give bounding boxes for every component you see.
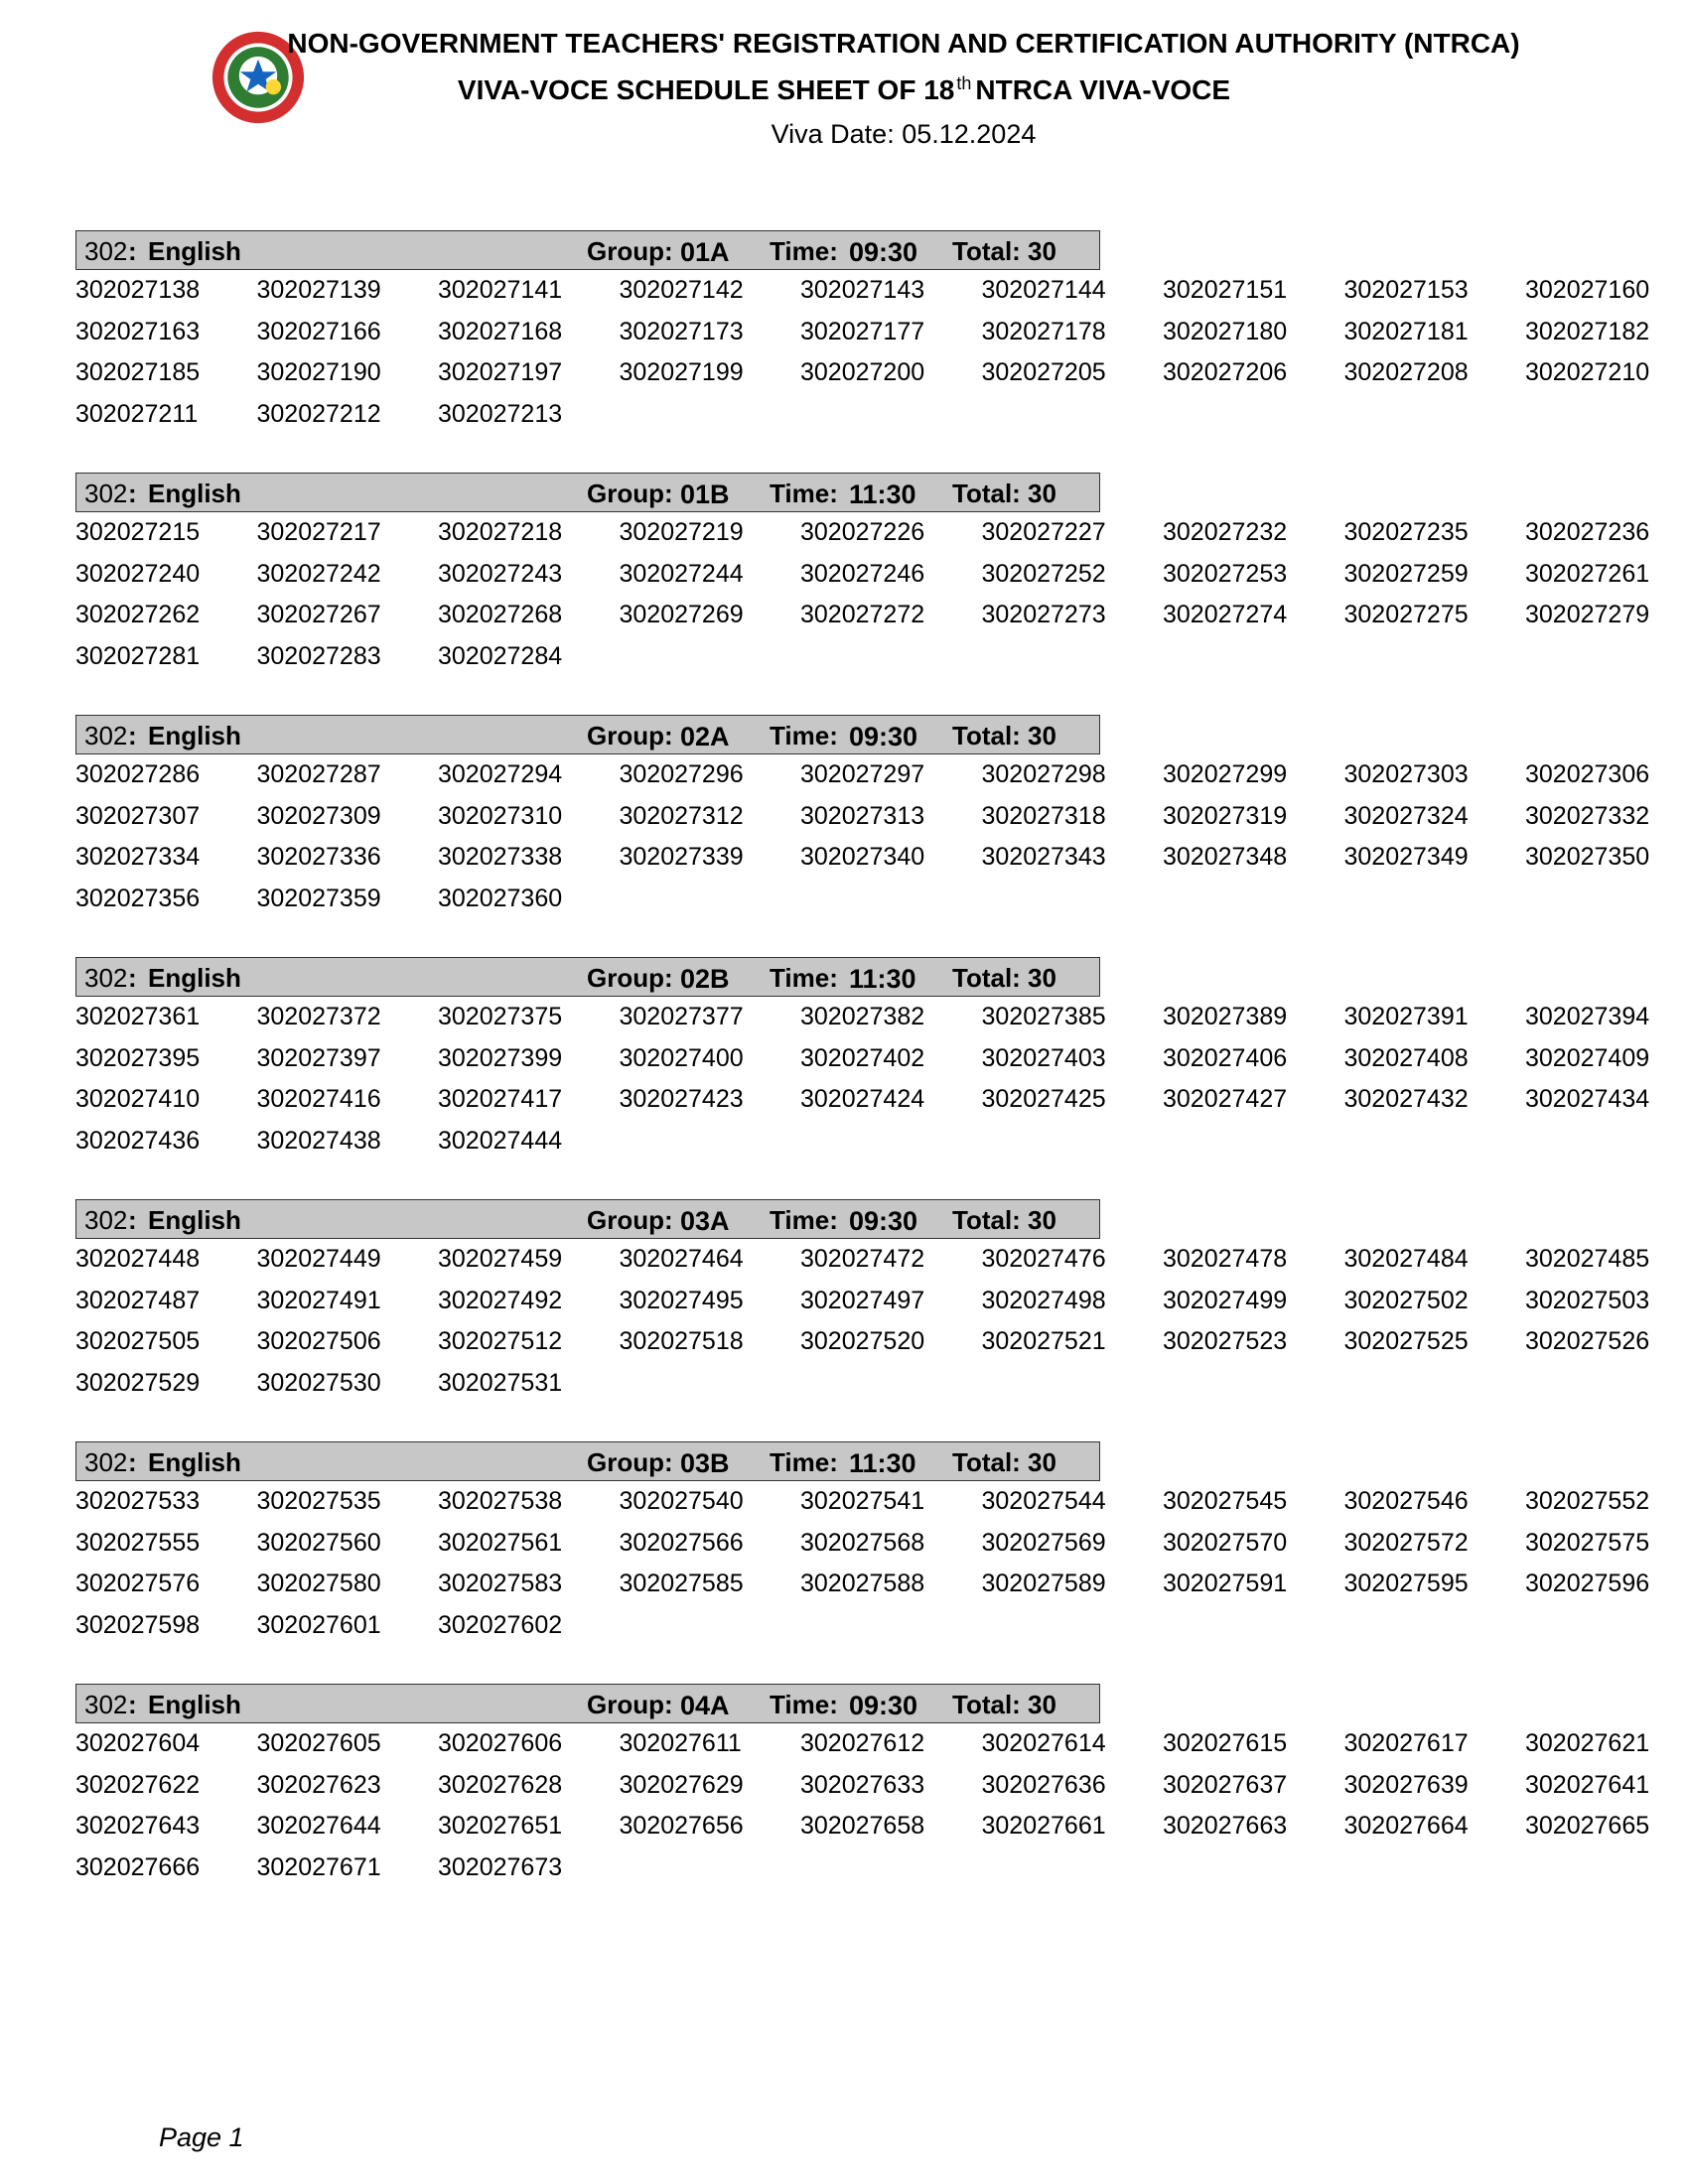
schedule-group — [75, 473, 1674, 715]
colon-separator: : — [128, 478, 137, 508]
roll-number: 302027210 — [1525, 358, 1650, 386]
roll-number: 302027427 — [1163, 1085, 1288, 1113]
group-value: 01A — [680, 237, 730, 267]
group-value: 02B — [680, 964, 730, 994]
colon-separator: : — [128, 1447, 137, 1477]
subject-name: English — [148, 721, 241, 751]
roll-number: 302027636 — [981, 1770, 1106, 1799]
group-label: Group: — [587, 1447, 673, 1477]
roll-number: 302027449 — [256, 1245, 381, 1273]
roll-number: 302027544 — [981, 1487, 1106, 1515]
subject-name: English — [148, 1205, 241, 1235]
roll-number: 302027299 — [1163, 760, 1288, 788]
roll-number: 302027585 — [619, 1570, 744, 1597]
roll-number: 302027296 — [619, 760, 744, 788]
subject-code: 302 — [84, 478, 128, 508]
subject-code: 302 — [84, 1690, 128, 1719]
time-value: 11:30 — [849, 1448, 916, 1478]
roll-number: 302027243 — [438, 559, 563, 588]
roll-number: 302027576 — [75, 1570, 201, 1597]
roll-number: 302027163 — [75, 317, 201, 345]
roll-number: 302027566 — [619, 1528, 744, 1557]
roll-number: 302027664 — [1343, 1812, 1469, 1840]
subject-code: 302 — [84, 1205, 128, 1235]
roll-number: 302027324 — [1343, 801, 1469, 830]
roll-number: 302027448 — [75, 1245, 201, 1273]
roll-number: 302027497 — [800, 1286, 925, 1314]
roll-number: 302027283 — [256, 641, 381, 670]
group-label: Group: — [587, 236, 673, 266]
roll-number: 302027555 — [75, 1528, 201, 1557]
roll-number: 302027526 — [1525, 1327, 1650, 1355]
roll-number: 302027190 — [256, 358, 381, 386]
roll-number: 302027498 — [981, 1286, 1106, 1314]
roll-number: 302027252 — [981, 559, 1106, 588]
roll-number: 302027612 — [800, 1729, 925, 1757]
roll-number: 302027503 — [1525, 1286, 1650, 1314]
roll-number: 302027286 — [75, 760, 201, 788]
roll-number: 302027185 — [75, 358, 201, 386]
roll-number: 302027208 — [1343, 358, 1469, 386]
roll-number: 302027406 — [1163, 1043, 1288, 1072]
subtitle-sup: th — [956, 73, 972, 93]
time-value: 11:30 — [849, 479, 916, 509]
roll-number: 302027219 — [619, 518, 744, 546]
roll-number: 302027673 — [438, 1852, 563, 1881]
roll-number: 302027235 — [1343, 518, 1469, 546]
roll-number: 302027639 — [1343, 1770, 1469, 1799]
roll-number: 302027372 — [256, 1003, 381, 1030]
roll-number: 302027623 — [256, 1770, 381, 1799]
roll-number: 302027343 — [981, 843, 1106, 871]
roll-number: 302027403 — [981, 1043, 1106, 1072]
roll-number: 302027560 — [256, 1528, 381, 1557]
roll-number: 302027318 — [981, 801, 1106, 830]
roll-number: 302027535 — [256, 1487, 381, 1515]
roll-number: 302027397 — [256, 1043, 381, 1072]
roll-number: 302027491 — [256, 1286, 381, 1314]
subject-name: English — [148, 478, 241, 508]
roll-number: 302027339 — [619, 843, 744, 871]
roll-number: 302027338 — [438, 843, 563, 871]
total-value: 30 — [1028, 236, 1056, 266]
roll-number: 302027284 — [438, 641, 563, 670]
roll-number: 302027377 — [619, 1003, 744, 1030]
roll-number: 302027242 — [256, 559, 381, 588]
roll-number: 302027425 — [981, 1085, 1106, 1113]
roll-number: 302027424 — [800, 1085, 925, 1113]
roll-number: 302027180 — [1163, 317, 1288, 345]
time-value: 09:30 — [849, 1206, 918, 1236]
roll-number: 302027417 — [438, 1085, 563, 1113]
roll-number: 302027385 — [981, 1003, 1106, 1030]
subject-name: English — [148, 963, 241, 993]
total-label: Total: — [952, 478, 1021, 508]
roll-number: 302027375 — [438, 1003, 563, 1030]
colon-separator: : — [128, 1205, 137, 1235]
roll-number: 302027518 — [619, 1327, 744, 1355]
roll-number: 302027656 — [619, 1812, 744, 1840]
roll-number: 302027151 — [1163, 276, 1288, 304]
roll-number: 302027332 — [1525, 801, 1650, 830]
roll-number: 302027350 — [1525, 843, 1650, 871]
roll-number: 302027520 — [800, 1327, 925, 1355]
schedule-group — [75, 715, 1674, 957]
group-label: Group: — [587, 1690, 673, 1719]
roll-number: 302027525 — [1343, 1327, 1469, 1355]
group-header — [75, 957, 1100, 997]
roll-number: 302027268 — [438, 601, 563, 628]
roll-number: 302027499 — [1163, 1286, 1288, 1314]
roll-number: 302027464 — [619, 1245, 744, 1273]
roll-number: 302027274 — [1163, 601, 1288, 628]
time-value: 09:30 — [849, 237, 918, 267]
roll-number: 302027348 — [1163, 843, 1288, 871]
roll-number: 302027611 — [619, 1729, 742, 1757]
roll-number: 302027173 — [619, 317, 744, 345]
roll-number: 302027356 — [75, 884, 201, 912]
roll-number: 302027521 — [981, 1327, 1106, 1355]
roll-number: 302027181 — [1343, 317, 1469, 345]
roll-number: 302027533 — [75, 1487, 201, 1515]
roll-number: 302027360 — [438, 884, 563, 912]
roll-number: 302027394 — [1525, 1003, 1650, 1030]
roll-number: 302027199 — [619, 358, 744, 386]
roll-number: 302027391 — [1343, 1003, 1469, 1030]
total-label: Total: — [952, 721, 1021, 751]
roll-number: 302027410 — [75, 1085, 201, 1113]
schedule-group — [75, 1441, 1674, 1684]
roll-number: 302027200 — [800, 358, 925, 386]
group-header — [75, 473, 1100, 512]
roll-number: 302027349 — [1343, 843, 1469, 871]
roll-number: 302027281 — [75, 641, 201, 670]
roll-number: 302027459 — [438, 1245, 563, 1273]
time-label: Time: — [770, 1205, 838, 1235]
roll-number: 302027402 — [800, 1043, 925, 1072]
roll-number: 302027495 — [619, 1286, 744, 1314]
roll-number: 302027141 — [438, 276, 563, 304]
subtitle-prefix: VIVA-VOCE SCHEDULE SHEET OF 18 — [457, 74, 955, 105]
roll-number: 302027340 — [800, 843, 925, 871]
colon-separator: : — [128, 1690, 137, 1719]
roll-number: 302027215 — [75, 518, 201, 546]
time-label: Time: — [770, 963, 838, 993]
schedule-group — [75, 1684, 1674, 1926]
roll-number: 302027570 — [1163, 1528, 1288, 1557]
roll-number: 302027205 — [981, 358, 1106, 386]
roll-number: 302027658 — [800, 1812, 925, 1840]
roll-number: 302027621 — [1525, 1729, 1650, 1757]
roll-number: 302027512 — [438, 1327, 563, 1355]
roll-number: 302027583 — [438, 1570, 563, 1597]
roll-number: 302027206 — [1163, 358, 1288, 386]
roll-number: 302027569 — [981, 1528, 1106, 1557]
roll-number: 302027523 — [1163, 1327, 1288, 1355]
group-value: 02A — [680, 722, 730, 751]
roll-number: 302027307 — [75, 801, 201, 830]
subject-code: 302 — [84, 721, 128, 751]
roll-number: 302027604 — [75, 1729, 201, 1757]
roll-number: 302027197 — [438, 358, 563, 386]
time-label: Time: — [770, 1690, 838, 1719]
roll-number: 302027540 — [619, 1487, 744, 1515]
roll-number: 302027485 — [1525, 1245, 1650, 1273]
roll-number: 302027212 — [256, 399, 381, 428]
roll-number: 302027598 — [75, 1610, 201, 1639]
roll-number: 302027561 — [438, 1528, 563, 1557]
total-label: Total: — [952, 236, 1021, 266]
roll-number: 302027484 — [1343, 1245, 1469, 1273]
roll-number: 302027436 — [75, 1126, 201, 1155]
roll-number: 302027663 — [1163, 1812, 1288, 1840]
total-label: Total: — [952, 963, 1021, 993]
roll-number: 302027538 — [438, 1487, 563, 1515]
roll-number: 302027505 — [75, 1327, 201, 1355]
roll-number: 302027606 — [438, 1729, 563, 1757]
roll-number: 302027596 — [1525, 1570, 1650, 1597]
group-label: Group: — [587, 1205, 673, 1235]
roll-number: 302027601 — [256, 1610, 381, 1639]
roll-number: 302027142 — [619, 276, 744, 304]
roll-number: 302027182 — [1525, 317, 1650, 345]
group-header — [75, 1441, 1100, 1481]
roll-number: 302027226 — [800, 518, 925, 546]
roll-number: 302027651 — [438, 1812, 563, 1840]
group-header — [75, 1199, 1100, 1239]
viva-date — [0, 119, 1688, 150]
roll-number: 302027312 — [619, 801, 744, 830]
roll-number: 302027310 — [438, 801, 563, 830]
subject-name: English — [148, 1447, 241, 1477]
page-subtitle — [0, 73, 1688, 106]
roll-number: 302027614 — [981, 1729, 1106, 1757]
roll-number: 302027168 — [438, 317, 563, 345]
total-value: 30 — [1028, 478, 1056, 508]
roll-number: 302027153 — [1343, 276, 1469, 304]
roll-number: 302027138 — [75, 276, 201, 304]
roll-number: 302027530 — [256, 1368, 381, 1397]
colon-separator: : — [128, 236, 137, 266]
subject-code: 302 — [84, 963, 128, 993]
roll-number: 302027434 — [1525, 1085, 1650, 1113]
roll-number: 302027336 — [256, 843, 381, 871]
roll-number: 302027588 — [800, 1570, 925, 1597]
roll-number: 302027294 — [438, 760, 563, 788]
roll-number: 302027529 — [75, 1368, 201, 1397]
roll-number: 302027273 — [981, 601, 1106, 628]
colon-separator: : — [128, 721, 137, 751]
roll-number: 302027589 — [981, 1570, 1106, 1597]
roll-number: 302027361 — [75, 1003, 201, 1030]
roll-number: 302027253 — [1163, 559, 1288, 588]
roll-number: 302027665 — [1525, 1812, 1650, 1840]
roll-number: 302027262 — [75, 601, 201, 628]
roll-number: 302027472 — [800, 1245, 925, 1273]
time-label: Time: — [770, 721, 838, 751]
roll-number: 302027211 — [75, 399, 199, 428]
roll-number: 302027143 — [800, 276, 925, 304]
roll-number: 302027568 — [800, 1528, 925, 1557]
roll-number: 302027160 — [1525, 276, 1650, 304]
roll-number: 302027272 — [800, 601, 925, 628]
subject-name: English — [148, 1690, 241, 1719]
time-label: Time: — [770, 478, 838, 508]
roll-number: 302027269 — [619, 601, 744, 628]
viva-date-label: Viva Date: — [771, 119, 895, 149]
roll-number: 302027267 — [256, 601, 381, 628]
schedule-group — [75, 1199, 1674, 1441]
roll-number: 302027287 — [256, 760, 381, 788]
roll-number: 302027637 — [1163, 1770, 1288, 1799]
roll-number: 302027423 — [619, 1085, 744, 1113]
roll-number: 302027641 — [1525, 1770, 1650, 1799]
page-title: NON-GOVERNMENT TEACHERS' REGISTRATION AND CERTIFICATION AUTHORITY (NTRCA) — [287, 28, 1520, 59]
roll-number: 302027382 — [800, 1003, 925, 1030]
roll-number: 302027615 — [1163, 1729, 1288, 1757]
group-header — [75, 230, 1100, 270]
total-label: Total: — [952, 1205, 1021, 1235]
group-list — [75, 230, 1674, 1926]
roll-number: 302027177 — [800, 317, 925, 345]
roll-number: 302027546 — [1343, 1487, 1469, 1515]
total-value: 30 — [1028, 1205, 1056, 1235]
total-label: Total: — [952, 1690, 1021, 1719]
group-header — [75, 1684, 1100, 1723]
roll-number: 302027628 — [438, 1770, 563, 1799]
roll-number: 302027240 — [75, 559, 201, 588]
group-value: 04A — [680, 1691, 730, 1720]
schedule-group — [75, 230, 1674, 473]
roll-number: 302027359 — [256, 884, 381, 912]
time-label: Time: — [770, 236, 838, 266]
roll-number: 302027297 — [800, 760, 925, 788]
time-label: Time: — [770, 1447, 838, 1477]
roll-number: 302027595 — [1343, 1570, 1469, 1597]
roll-number: 302027389 — [1163, 1003, 1288, 1030]
roll-number: 302027298 — [981, 760, 1106, 788]
roll-number: 302027661 — [981, 1812, 1106, 1840]
subject-name: English — [148, 236, 241, 266]
time-value: 09:30 — [849, 1691, 918, 1720]
roll-number: 302027139 — [256, 276, 381, 304]
roll-number: 302027144 — [981, 276, 1106, 304]
roll-number: 302027259 — [1343, 559, 1469, 588]
group-label: Group: — [587, 721, 673, 751]
colon-separator: : — [128, 963, 137, 993]
roll-number: 302027416 — [256, 1085, 381, 1113]
roll-number: 302027552 — [1525, 1487, 1650, 1515]
group-header — [75, 715, 1100, 754]
roll-number: 302027487 — [75, 1286, 201, 1314]
roll-number: 302027232 — [1163, 518, 1288, 546]
roll-number: 302027629 — [619, 1770, 744, 1799]
subject-code: 302 — [84, 1447, 128, 1477]
roll-number: 302027303 — [1343, 760, 1469, 788]
roll-number: 302027671 — [256, 1852, 381, 1881]
total-value: 30 — [1028, 721, 1056, 751]
group-label: Group: — [587, 478, 673, 508]
roll-number: 302027506 — [256, 1327, 381, 1355]
roll-number: 302027217 — [256, 518, 381, 546]
roll-number: 302027246 — [800, 559, 925, 588]
total-value: 30 — [1028, 1447, 1056, 1477]
subtitle-suffix: NTRCA VIVA-VOCE — [975, 74, 1231, 105]
roll-number: 302027399 — [438, 1043, 563, 1072]
viva-date-value: 05.12.2024 — [902, 119, 1037, 149]
roll-number: 302027666 — [75, 1852, 201, 1881]
schedule-group — [75, 957, 1674, 1199]
roll-number: 302027572 — [1343, 1528, 1469, 1557]
roll-number: 302027476 — [981, 1245, 1106, 1273]
roll-number: 302027236 — [1525, 518, 1650, 546]
roll-number: 302027400 — [619, 1043, 744, 1072]
roll-number: 302027531 — [438, 1368, 563, 1397]
group-value: 03A — [680, 1206, 730, 1236]
roll-number: 302027218 — [438, 518, 563, 546]
roll-number: 302027575 — [1525, 1528, 1650, 1557]
roll-number: 302027244 — [619, 559, 744, 588]
roll-number: 302027213 — [438, 399, 563, 428]
group-label: Group: — [587, 963, 673, 993]
time-value: 09:30 — [849, 722, 918, 751]
subject-code: 302 — [84, 236, 128, 266]
roll-number: 302027166 — [256, 317, 381, 345]
group-value: 03B — [680, 1448, 730, 1478]
total-value: 30 — [1028, 1690, 1056, 1719]
roll-number: 302027643 — [75, 1812, 201, 1840]
total-value: 30 — [1028, 963, 1056, 993]
roll-number: 302027279 — [1525, 601, 1650, 628]
roll-number: 302027492 — [438, 1286, 563, 1314]
roll-number: 302027605 — [256, 1729, 381, 1757]
roll-number: 302027395 — [75, 1043, 201, 1072]
roll-number: 302027178 — [981, 317, 1106, 345]
roll-number: 302027622 — [75, 1770, 201, 1799]
roll-number: 302027444 — [438, 1126, 563, 1155]
roll-number: 302027334 — [75, 843, 201, 871]
roll-number: 302027602 — [438, 1610, 563, 1639]
page-number: Page 1 — [159, 2122, 244, 2152]
roll-number: 302027319 — [1163, 801, 1288, 830]
roll-number: 302027432 — [1343, 1085, 1469, 1113]
total-label: Total: — [952, 1447, 1021, 1477]
roll-number: 302027409 — [1525, 1043, 1650, 1072]
group-value: 01B — [680, 479, 730, 509]
roll-number: 302027478 — [1163, 1245, 1288, 1273]
roll-number: 302027617 — [1343, 1729, 1469, 1757]
roll-number: 302027633 — [800, 1770, 925, 1799]
roll-number: 302027541 — [800, 1487, 925, 1515]
roll-number: 302027502 — [1343, 1286, 1469, 1314]
roll-number: 302027275 — [1343, 601, 1469, 628]
roll-number: 302027580 — [256, 1570, 381, 1597]
roll-number: 302027313 — [800, 801, 925, 830]
roll-number: 302027644 — [256, 1812, 381, 1840]
roll-number: 302027591 — [1163, 1570, 1288, 1597]
roll-number: 302027408 — [1343, 1043, 1469, 1072]
roll-number: 302027309 — [256, 801, 381, 830]
roll-number: 302027261 — [1525, 559, 1650, 588]
roll-number: 302027545 — [1163, 1487, 1288, 1515]
roll-number: 302027306 — [1525, 760, 1650, 788]
time-value: 11:30 — [849, 964, 916, 994]
roll-number: 302027438 — [256, 1126, 381, 1155]
roll-number: 302027227 — [981, 518, 1106, 546]
